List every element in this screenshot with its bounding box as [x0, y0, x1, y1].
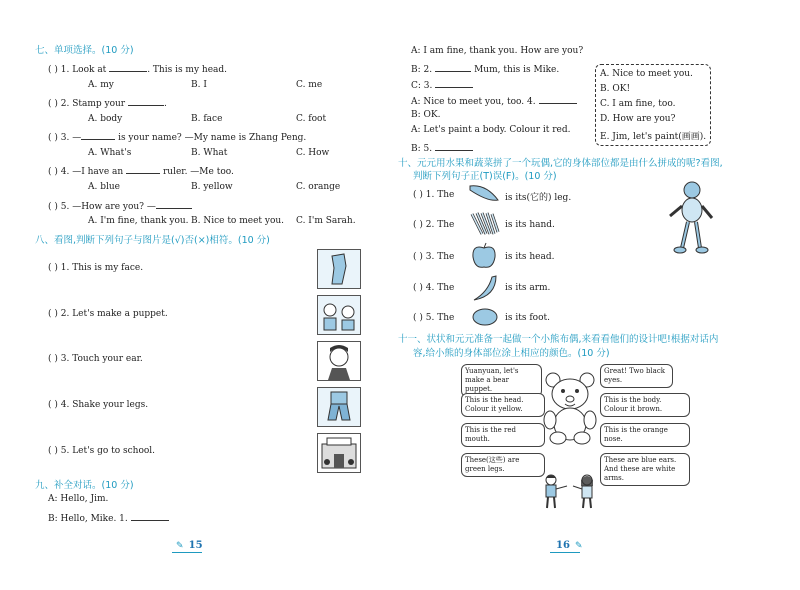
page-number: 16	[556, 540, 570, 551]
fruit-item-5	[413, 313, 454, 323]
item-text: ( ) 4. The	[413, 283, 455, 293]
dialog-line-3	[411, 78, 473, 91]
answer-blank[interactable]	[156, 199, 192, 209]
judge-item-1: ( ) 1. This is my face.	[48, 263, 144, 273]
cucumber-icon	[466, 182, 502, 208]
item-text: is its foot.	[505, 313, 550, 323]
dialog-line: A: Let's paint a body. Colour it red.	[411, 125, 571, 135]
question-stem-end: ruler. —Me too.	[162, 167, 234, 177]
answer-blank[interactable]	[435, 62, 471, 72]
question-7-4	[48, 164, 234, 177]
page-number: 15	[188, 540, 203, 551]
answer-blank[interactable]	[128, 96, 164, 106]
dialog-line: A: I am fine, thank you. How are you?	[411, 46, 584, 56]
dialog-line: A: Nice to meet you, too. 4.	[411, 97, 536, 107]
bear-outline-picture	[541, 372, 599, 448]
item-text: ( ) 3. The	[413, 252, 455, 262]
option-c: C. me	[296, 80, 323, 90]
question-stem: ( ) 3. —	[48, 133, 82, 143]
speech-bubble: Yuanyuan, let's make a bear puppet.	[461, 364, 542, 397]
option-a: A. What's	[88, 148, 132, 158]
answer-blank[interactable]	[109, 62, 147, 72]
dialog-line-7	[411, 141, 473, 154]
option-item: E. Jim, let's paint(画画).	[600, 132, 707, 142]
section-11-title-line2: 容,给小熊的身体部位涂上相应的颜色。(10 分)	[413, 348, 610, 359]
ear-picture	[317, 341, 361, 381]
legs-picture	[317, 387, 361, 427]
two-children-picture	[537, 474, 603, 514]
option-b: B. What	[191, 148, 228, 158]
dialog-line-2	[411, 62, 559, 75]
dialog-line: B: 2.	[411, 65, 433, 75]
pencil-icon: ✎	[575, 541, 583, 551]
dialog-line-blank	[48, 511, 169, 524]
item-text: is its hand.	[505, 220, 555, 230]
option-item: A. Nice to meet you.	[600, 69, 693, 79]
fruit-item-4	[413, 283, 454, 293]
page-number-right	[556, 533, 583, 553]
question-stem: ( ) 5. —How are you? —	[48, 202, 156, 212]
speech-bubble: These are blue ears. And these are white arms.	[600, 453, 690, 486]
answer-blank[interactable]	[131, 511, 169, 521]
fruit-item-3	[413, 252, 454, 262]
dialog-line: A: Hello, Jim.	[48, 494, 109, 504]
item-text: ( ) 5. The	[413, 313, 455, 323]
dialog-line: B: Hello, Mike. 1.	[48, 514, 128, 524]
apple-icon	[470, 242, 498, 274]
dialog-line: C: 3.	[411, 81, 433, 91]
face-picture	[317, 249, 361, 289]
judge-item-3: ( ) 3. Touch your ear.	[48, 354, 143, 364]
question-stem: ( ) 2. Stamp your	[48, 99, 126, 109]
fruit-item-2	[413, 220, 454, 230]
question-stem-end: . This is my head.	[147, 65, 228, 75]
speech-bubble: Great! Two black eyes.	[600, 364, 673, 388]
section-11-title: 十一、状状和元元准备一起做一个小熊布偶,来看看他们的设计吧!根据对话内	[398, 334, 719, 345]
option-c: C. foot	[296, 114, 327, 124]
divider	[550, 552, 580, 553]
judge-item-4: ( ) 4. Shake your legs.	[48, 400, 149, 410]
banana-icon	[470, 274, 500, 306]
question-7-5	[48, 199, 192, 212]
answer-blank[interactable]	[539, 94, 577, 104]
item-text: is its head.	[505, 252, 555, 262]
page-number-left	[176, 533, 203, 553]
question-7-3	[48, 130, 306, 143]
option-a: A. I'm fine, thank you.	[88, 216, 189, 226]
puppet-picture	[317, 295, 361, 335]
speech-bubble: These(这些) are green legs.	[461, 453, 545, 477]
divider	[172, 552, 202, 553]
option-item: C. I am fine, too.	[600, 99, 676, 109]
answer-blank[interactable]	[435, 78, 473, 88]
section-10-title: 十、元元用水果和蔬菜拼了一个玩偶,它的身体部位都是由什么拼成的呢?看图,	[398, 158, 723, 169]
option-c: C. How	[296, 148, 330, 158]
speech-bubble: This is the orange nose.	[600, 423, 690, 447]
item-text: ( ) 1. The	[413, 190, 455, 200]
dialog-line: B: OK.	[411, 110, 441, 120]
question-stem: ( ) 4. —I have an	[48, 167, 124, 177]
option-b: B. I	[191, 80, 207, 90]
section-7-title: 七、单项选择。(10 分)	[35, 45, 134, 56]
question-stem: ( ) 1. Look at	[48, 65, 107, 75]
option-item: B. OK!	[600, 84, 631, 94]
option-a: A. blue	[88, 182, 120, 192]
option-c: C. orange	[296, 182, 341, 192]
item-text: is its(它的) leg.	[505, 193, 572, 203]
speech-bubble: This is the head. Colour it yellow.	[461, 393, 545, 417]
banana-bunch-icon	[468, 210, 502, 242]
dialog-line: Mum, this is Mike.	[474, 65, 560, 75]
fruit-doll-picture	[664, 180, 720, 260]
question-stem-end: .	[163, 99, 167, 109]
section-9-title: 九、补全对话。(10 分)	[35, 480, 134, 491]
option-a: A. my	[88, 80, 114, 90]
option-item: D. How are you?	[600, 114, 676, 124]
option-b: B. face	[191, 114, 223, 124]
question-stem-end: is your name? —My name is Zhang Peng.	[118, 133, 307, 143]
section-8-title: 八、看图,判断下列句子与图片是(√)否(×)相符。(10 分)	[35, 235, 270, 246]
lemon-icon	[470, 305, 500, 333]
judge-item-2: ( ) 2. Let's make a puppet.	[48, 309, 168, 319]
school-picture	[317, 433, 361, 473]
item-text: ( ) 2. The	[413, 220, 455, 230]
speech-bubble: This is the body. Colour it brown.	[600, 393, 690, 417]
dialog-line-4	[411, 94, 577, 107]
speech-bubble: This is the red mouth.	[461, 423, 545, 447]
item-text: is its arm.	[505, 283, 551, 293]
answer-blank[interactable]	[81, 130, 115, 140]
fruit-item-1	[413, 190, 454, 200]
judge-item-5: ( ) 5. Let's go to school.	[48, 446, 156, 456]
option-a: A. body	[88, 114, 123, 124]
option-b: B. yellow	[191, 182, 233, 192]
question-7-2	[48, 96, 167, 109]
pencil-icon: ✎	[176, 541, 184, 551]
question-7-1	[48, 62, 227, 75]
option-c: C. I'm Sarah.	[296, 216, 356, 226]
answer-blank[interactable]	[126, 164, 160, 174]
answer-blank[interactable]	[435, 141, 473, 151]
dialog-line: B: 5.	[411, 144, 433, 154]
option-b: B. Nice to meet you.	[191, 216, 285, 226]
section-10-title-line2: 判断下列句子正(T)误(F)。(10 分)	[413, 171, 557, 182]
